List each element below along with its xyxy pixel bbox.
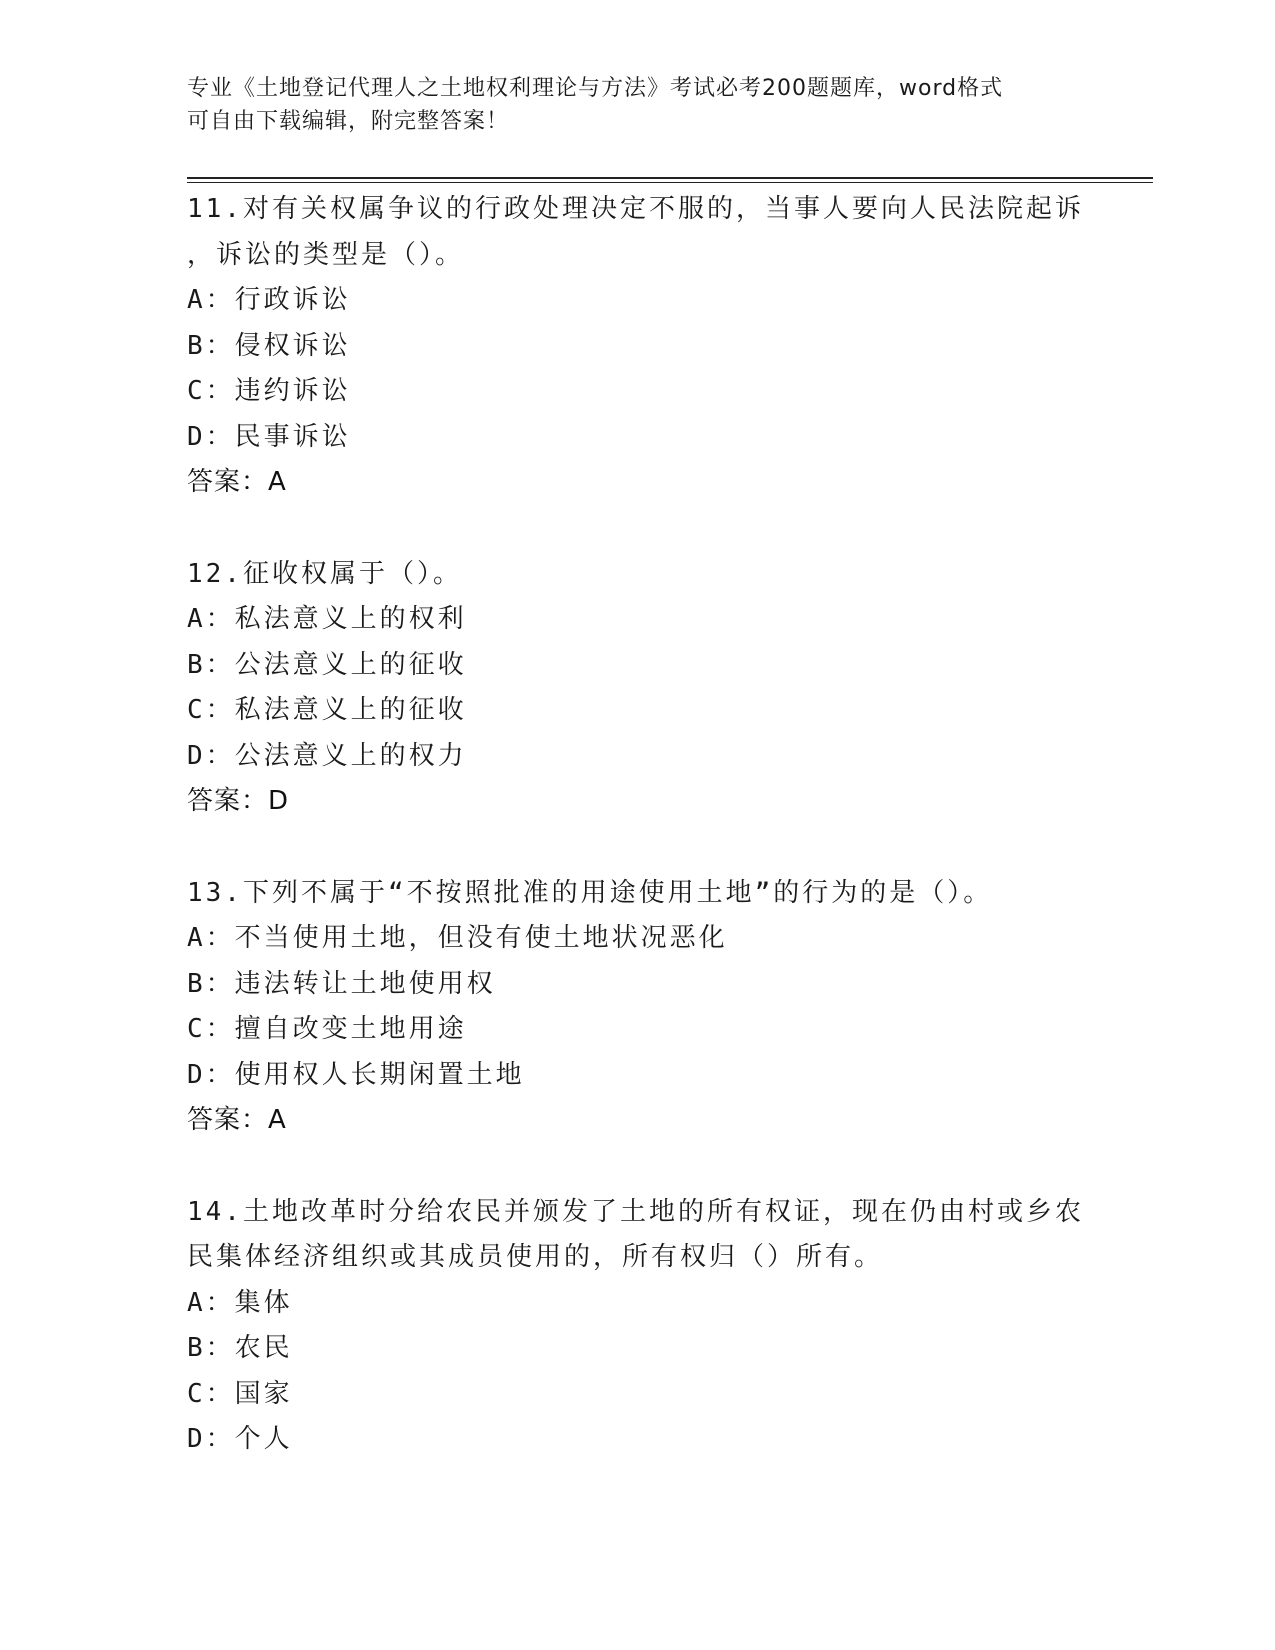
question-stem: 13.下列不属于“不按照批准的用途使用土地”的行为的是（）。 [187, 877, 993, 908]
option-d: D：个人 [187, 1424, 293, 1454]
answer: 答案：A [187, 467, 287, 497]
option-a: A：不当使用土地，但没有使土地状况恶化 [187, 923, 728, 953]
question-13 [187, 871, 1087, 1144]
question-11 [187, 187, 1087, 506]
question-stem: 11.对有关权属争议的行政处理决定不服的，当事人要向人民法院起诉 [187, 194, 1084, 224]
option-b: B：违法转让土地使用权 [187, 968, 496, 999]
option-c: C：私法意义上的征收 [187, 695, 467, 725]
question-stem: 12.征收权属于（）。 [187, 558, 462, 589]
document-header [187, 72, 1087, 138]
question-stem-continued: 民集体经济组织或其成员使用的，所有权归（）所有。 [187, 1242, 884, 1272]
option-b: B：农民 [187, 1333, 293, 1363]
option-a: A：集体 [187, 1287, 293, 1318]
option-d: D：使用权人长期闲置土地 [187, 1059, 525, 1090]
option-c: C：国家 [187, 1378, 293, 1409]
option-c: C：违约诉讼 [187, 376, 351, 406]
answer: 答案：D [187, 786, 290, 816]
option-b: B：公法意义上的征收 [187, 649, 467, 680]
question-14 [187, 1190, 1087, 1463]
option-d: D：民事诉讼 [187, 421, 351, 452]
header-line-1: 专业《土地登记代理人之土地权利理论与方法》考试必考200题题库，word格式 [187, 76, 1004, 101]
question-stem: 14.土地改革时分给农民并颁发了土地的所有权证，现在仍由村或乡农 [187, 1196, 1084, 1227]
header-line-2: 可自由下载编辑，附完整答案！ [187, 109, 510, 134]
answer: 答案：A [187, 1105, 287, 1135]
option-a: A：私法意义上的权利 [187, 604, 467, 634]
question-12 [187, 552, 1087, 825]
option-a: A：行政诉讼 [187, 285, 351, 315]
question-stem-continued: ，诉讼的类型是（）。 [187, 239, 465, 270]
option-d: D：公法意义上的权力 [187, 740, 467, 771]
header-divider [187, 177, 1153, 183]
option-c: C：擅自改变土地用途 [187, 1014, 467, 1044]
option-b: B：侵权诉讼 [187, 330, 351, 361]
question-list [187, 187, 1087, 1509]
